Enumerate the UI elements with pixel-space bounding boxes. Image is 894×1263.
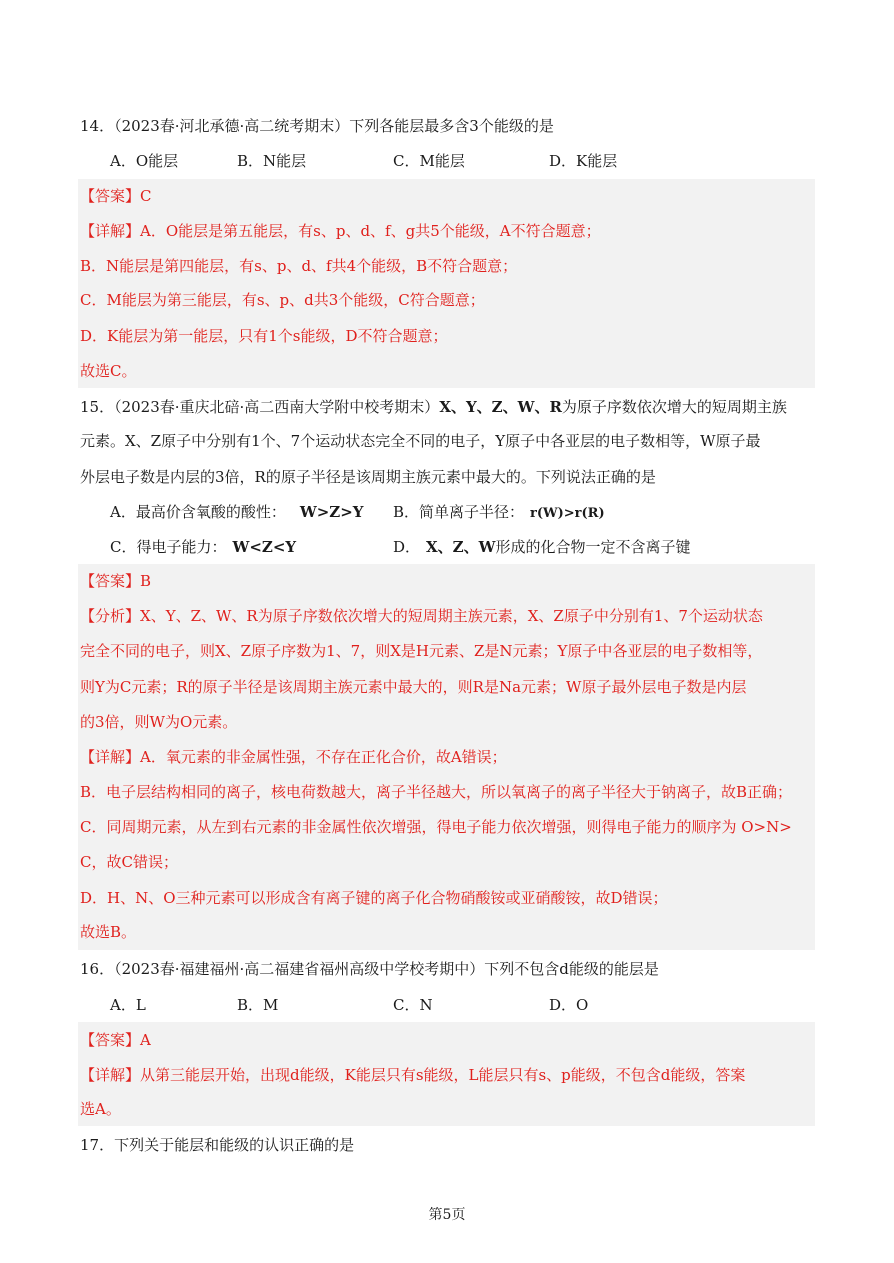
q15-option-b [393, 502, 605, 524]
answer-value: B [140, 572, 152, 590]
q16-answer-line [80, 1030, 815, 1050]
q16-option-a: A．L [110, 996, 146, 1014]
q15-analysis-line-1 [80, 606, 815, 626]
option-suffix: 形成的化合物一定不含离子键 [495, 538, 691, 556]
q15-detail-line-1 [80, 747, 815, 767]
q16-detail-line-2: 选A。 [80, 1100, 121, 1118]
q14-option-c: C．M能层 [393, 152, 465, 170]
q14-answer-line [80, 186, 815, 206]
q14-detail-line-3: C．M能层为第三能层，有s、p、d共3个能级，C符合题意； [80, 291, 485, 309]
option-label: D． [393, 538, 421, 556]
page-number: 第5页 [428, 1207, 466, 1223]
question-15-stem-line-1 [80, 397, 815, 417]
detail-text: 从第三能层开始，出现d能级，K能层只有s能级，L能层只有s、p能级，不包含d能级，答案 [140, 1066, 746, 1084]
q15-option-c [110, 537, 296, 557]
q14-answer-block [78, 179, 815, 388]
detail-text: A．氧元素的非金属性强，不存在正化合价，故A错误； [140, 748, 507, 766]
q15-detail-line-5: D．H、N、O三种元素可以形成含有离子键的离子化合物硝酸铵或亚硝酸铵，故D错误； [80, 889, 668, 907]
q16-detail-line-1 [80, 1065, 815, 1085]
option-label: A．最高价含氧酸的酸性： [110, 503, 286, 521]
detail-tag: 【详解】 [80, 222, 141, 240]
q15-elements: X、Y、Z、W、R [439, 398, 562, 416]
answer-value: C [140, 187, 152, 205]
option-math: W>Z>Y [299, 503, 364, 521]
detail-tag: 【详解】 [80, 1066, 141, 1084]
q15-detail-line-4: C，故C错误； [80, 853, 178, 871]
q14-option-a: A．O能层 [110, 152, 179, 170]
q14-detail-line-5: 故选C。 [80, 362, 137, 380]
answer-value: A [140, 1031, 151, 1049]
option-label: C．得电子能力： [110, 538, 227, 556]
option-label: B．简单离子半径： [393, 503, 525, 521]
q15-detail-line-3: C．同周期元素，从左到右元素的非金属性依次增强，得电子能力依次增强，则得电子能力的顺序为 O>N> [80, 818, 792, 836]
q15-stem-text: 为原子序数依次增大的短周期主族 [561, 398, 787, 416]
analysis-text: X、Y、Z、W、R为原子序数依次增大的短周期主族元素，X、Z原子中分别有1、7个运动状态 [140, 607, 763, 625]
question-17-stem: 17．下列关于能层和能级的认识正确的是 [80, 1136, 355, 1154]
answer-tag: 【答案】 [80, 572, 141, 590]
q15-option-d [393, 537, 690, 557]
option-math: X、Z、W [426, 538, 496, 556]
q15-answer-line [80, 571, 815, 591]
detail-text: A．O能层是第五能层，有s、p、d、f、g共5个能级，A不符合题意； [140, 222, 601, 240]
q16-option-d: D．O [549, 996, 589, 1014]
q14-detail-line-4: D．K能层为第一能层，只有1个s能级，D不符合题意； [80, 327, 448, 345]
q15-detail-line-2: B．电子层结构相同的离子，核电荷数越大，离子半径越大，所以氧离子的离子半径大于钠离子，故B正确； [80, 783, 793, 801]
q15-detail-line-6: 故选B。 [80, 923, 137, 941]
q16-option-c: C．N [393, 996, 433, 1014]
question-15-stem-line-3: 外层电子数是内层的3倍，R的原子半径是该周期主族元素中最大的。下列说法正确的是 [80, 468, 656, 486]
detail-tag: 【详解】 [80, 748, 141, 766]
q14-option-d: D．K能层 [549, 152, 618, 170]
option-math: W<Z<Y [232, 538, 297, 556]
question-14-stem: 14．（2023春·河北承德·高二统考期末）下列各能层最多含3个能级的是 [80, 117, 554, 135]
q14-detail-line-2: B．N能层是第四能层，有s、p、d、f共4个能级，B不符合题意； [80, 257, 518, 275]
q14-option-b: B．N能层 [237, 152, 307, 170]
answer-tag: 【答案】 [80, 187, 141, 205]
question-16-stem: 16．（2023春·福建福州·高二福建省福州高级中学校考期中）下列不包含d能级的能层是 [80, 960, 659, 978]
q15-analysis-line-4: 的3倍，则W为O元素。 [80, 713, 238, 731]
analysis-tag: 【分析】 [80, 607, 141, 625]
q15-option-a [110, 502, 363, 522]
q16-option-b: B．M [237, 996, 279, 1014]
option-math: r(W)>r(R) [530, 506, 605, 521]
q15-analysis-line-2: 完全不同的电子，则X、Z原子序数为1、7，则X是H元素、Z是N元素；Y原子中各亚层的电子数相等， [80, 642, 763, 660]
q15-analysis-line-3: 则Y为C元素；R的原子半径是该周期主族元素中最大的，则R是Na元素；W原子最外层电子数是内层 [80, 678, 747, 696]
q15-source: 15．（2023春·重庆北碚·高二西南大学附中校考期末） [80, 398, 440, 416]
q14-detail-line-1 [80, 221, 815, 241]
answer-tag: 【答案】 [80, 1031, 141, 1049]
question-15-stem-line-2: 元素。X、Z原子中分别有1个、7个运动状态完全不同的电子，Y原子中各亚层的电子数相等，W原子最 [80, 432, 761, 450]
